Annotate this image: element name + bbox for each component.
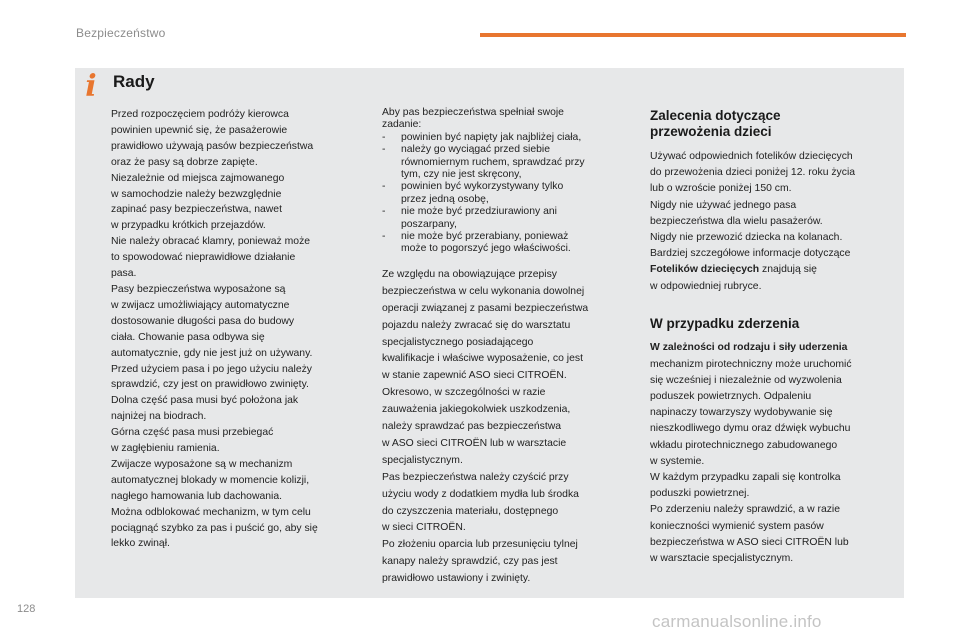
list-item [382, 181, 632, 206]
text-line: automatycznej blokady w momencie kolizji, [111, 474, 310, 486]
child-transport-heading [650, 108, 900, 139]
text-line: oraz że pasy są dobrze zapięte. [111, 156, 258, 168]
text-line: Można odblokować mechanizm, w tym celu [111, 506, 311, 518]
text-line: Nie należy obracać klamry, ponieważ może [111, 236, 311, 248]
page-number: 128 [17, 603, 36, 615]
text-line: nieszkodliwego dymu oraz dźwięk wybuchu [650, 423, 851, 435]
heading-line: Zalecenia dotyczące [650, 108, 781, 123]
text-line: Nigdy nie przewozić dziecka na kolanach. [650, 232, 843, 244]
text-line: specjalistycznym. [382, 454, 463, 466]
text-line: - nie może być przerabiany, ponieważ [401, 231, 569, 243]
text-line: w odpowiedniej rubryce. [650, 280, 762, 292]
text-line: - powinien być wykorzystywany tylko [401, 181, 564, 193]
column-2 [382, 107, 632, 588]
text-line: w warsztacie specjalistycznym. [650, 552, 794, 564]
text-line: powinien upewnić się, że pasażerowie [111, 124, 288, 136]
collision-body [650, 340, 900, 567]
text-line: może to pogorszyć jego właściwości. [401, 243, 571, 255]
text-line: Okresowo, w szczególności w razie [382, 387, 546, 399]
text-line: konieczności wymienić system pasów [650, 520, 824, 532]
text-line: Niezależnie od miejsca zajmowanego [111, 172, 285, 184]
text-line: napinaczy towarzyszy wydobywanie się [650, 407, 833, 419]
text-line: Po zderzeniu należy sprawdzić, a w razie [650, 504, 841, 516]
panel-title: Rady [113, 72, 155, 91]
text-line: Po złożeniu oparcia lub przesunięciu tylnej [382, 539, 578, 551]
text-line: poduszki powietrznej. [650, 488, 750, 500]
column-3 [650, 108, 900, 567]
text-line: - powinien być napięty jak najbliżej ciała, [401, 131, 582, 143]
text-line: pasa. [111, 268, 137, 280]
text-line: zauważenia jakiegokolwiek uszkodzenia, [382, 404, 571, 416]
text-line: lub o wzroście poniżej 150 cm. [650, 183, 792, 195]
text-line: równomiernym ruchem, sprawdzać przy [401, 156, 585, 168]
text-line: ciała. Chowanie pasa odbywa się [111, 331, 265, 343]
text-line: automatycznie, gdy nie jest już on używany. [111, 347, 313, 359]
text-line: poszarpany, [401, 218, 457, 230]
text-line: prawidłowo używają pasów bezpieczeństwa [111, 140, 314, 152]
text-line: w zagłębieniu ramienia. [111, 443, 220, 455]
text-line: bezpieczeństwa w ASO sieci CITROËN lub [650, 536, 849, 548]
list-item [382, 206, 632, 231]
text-line: bezpieczeństwa w celu wykonania dowolnej [382, 285, 585, 297]
text-line: Przed rozpoczęciem podróży kierowca [111, 109, 289, 120]
text-line: najniżej na biodrach. [111, 411, 207, 423]
text-line: wkładu pirotechnicznego zabudowanego [650, 439, 838, 451]
text-line: poduszek powietrznych. Odpaleniu [650, 390, 812, 402]
bold-line: W zależności od rodzaju i siły uderzenia [650, 342, 848, 354]
column-2-paragraph [382, 267, 632, 588]
text-line: w samochodzie należy bezwzględnie [111, 188, 282, 200]
column-1 [111, 107, 363, 552]
text-line: należy sprawdzać pas bezpieczeństwa [382, 421, 562, 433]
text-line: mechanizm pirotechniczny może uruchomić [650, 358, 852, 370]
text-line: użyciu wody z dodatkiem mydła lub środka [382, 488, 579, 500]
text-line: się wcześniej i niezależnie od wyzwolenia [650, 374, 842, 386]
watermark: carmanualsonline.info [652, 612, 822, 631]
list-item [382, 144, 632, 181]
text-line: Przed użyciem pasa i po jego użyciu należy [111, 363, 312, 375]
text-line: bezpieczeństwa dla wielu pasażerów. [650, 215, 823, 227]
info-icon: i [85, 69, 97, 104]
text-line: tym, czy nie jest skręcony, [401, 169, 522, 181]
text-line: zadanie: [382, 119, 422, 131]
text-line: operacji związanej z pasami bezpieczeństwa [382, 302, 589, 314]
text-line: - należy go wyciągać przed siebie [401, 144, 551, 156]
text-line: do przewożenia dzieci poniżej 12. roku życia [650, 167, 856, 179]
text-line: pociągnąć szybko za pas i puścić go, aby się [111, 522, 318, 534]
bold-run: Fotelików dziecięcych [650, 264, 760, 276]
text-line: Używać odpowiednich fotelików dziecięcych [650, 151, 853, 162]
text-line: W każdym przypadku zapali się kontrolka [650, 471, 841, 483]
heading-line: przewożenia dzieci [650, 123, 772, 139]
text-line: zapinać pasy bezpieczeństwa, nawet [111, 204, 282, 216]
seatbelt-requirements-list [382, 132, 632, 256]
text-line: - nie może być przedziurawiony ani [401, 206, 557, 218]
text-line [650, 262, 900, 278]
text-line: Pasy bezpieczeństwa wyposażone są [111, 283, 286, 295]
text-line: w przypadku krótkich przejazdów. [111, 220, 266, 232]
text-line: w ASO sieci CITROËN lub w warsztacie [382, 437, 567, 449]
text-line: pojazdu należy zwracać się do warsztatu [382, 319, 571, 331]
text-line: w stanie zapewnić ASO sieci CITROËN. [382, 370, 567, 382]
text-line: to spowodować nieprawidłowe działanie [111, 252, 296, 264]
collision-heading: W przypadku zderzenia [650, 315, 800, 331]
header-section-title: Bezpieczeństwo [76, 26, 166, 40]
text-line: w systemie. [650, 455, 705, 467]
text-run: znajdują się [759, 264, 817, 276]
child-transport-body [650, 149, 900, 295]
text-line: Nigdy nie używać jednego pasa [650, 199, 797, 211]
text-line: nagłego hamowania lub dachowania. [111, 490, 282, 502]
list-item [382, 231, 632, 256]
header-accent-bar [480, 33, 906, 37]
text-line: Bardziej szczegółowe informacje dotyczące [650, 248, 851, 260]
text-line: w sieci CITROËN. [382, 522, 466, 534]
column-2-intro [382, 107, 632, 132]
text-line: dostosowanie długości pasa do budowy [111, 315, 295, 327]
text-line: Górna część pasa musi przebiegać [111, 427, 274, 439]
text-line: prawidłowo ustawiony i zwinięty. [382, 573, 531, 585]
text-line: w zwijacz umożliwiający automatyczne [111, 299, 290, 311]
text-line: Zwijacze wyposażone są w mechanizm [111, 458, 293, 470]
text-line: Aby pas bezpieczeństwa spełniał swoje [382, 107, 564, 118]
text-line: specjalistycznego posiadającego [382, 336, 534, 348]
list-item [382, 132, 632, 144]
text-line: kwalifikacje i właściwe wyposażenie, co jest [382, 353, 583, 365]
text-line: przez jedną osobę, [401, 193, 489, 205]
text-line: Dolna część pasa musi być położona jak [111, 395, 299, 407]
text-line: Ze względu na obowiązujące przepisy [382, 268, 558, 280]
text-line: lekko zwinął. [111, 538, 170, 550]
text-line: kanapy należy sprawdzić, czy pas jest [382, 556, 558, 568]
text-line: Pas bezpieczeństwa należy czyścić przy [382, 471, 569, 483]
text-line: sprawdzić, czy jest on prawidłowo zwinięty. [111, 379, 309, 391]
text-line: do czyszczenia materiału, dostępnego [382, 505, 559, 517]
